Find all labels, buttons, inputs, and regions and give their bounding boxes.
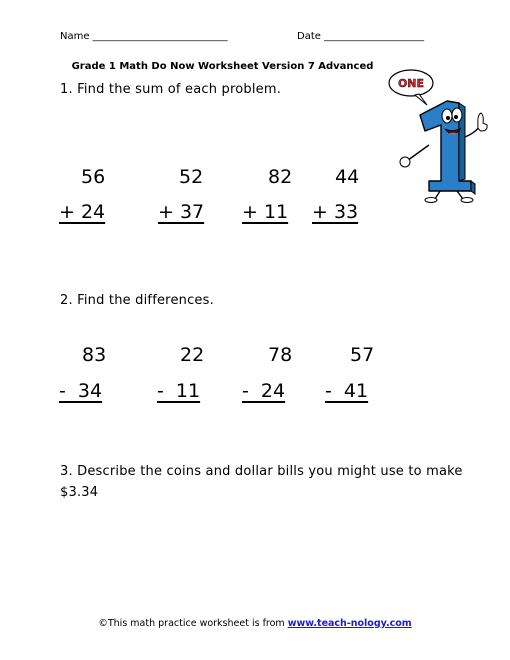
q1-problem-3-top: 82 xyxy=(268,166,293,188)
q1-problem-3-bottom: + 11 xyxy=(242,201,289,223)
q1-problem-2-bottom: + 37 xyxy=(158,201,205,223)
q2-problem-1-bottom: - 34 xyxy=(59,380,103,402)
q1-problem-4-top: 44 xyxy=(335,166,360,188)
question-3-prompt: 3. Describe the coins and dollar bills you might use to make $3.34 xyxy=(60,464,463,500)
footer-text: ©This math practice worksheet is from xyxy=(98,618,288,629)
q2-problem-2-top: 22 xyxy=(180,344,205,366)
q2-problem-4-top: 57 xyxy=(350,344,375,366)
q2-problem-3-top: 78 xyxy=(268,344,293,366)
q1-problem-4-bottom: + 33 xyxy=(312,201,359,223)
teach-nology-link[interactable]: www.teach-nology.com xyxy=(287,618,412,629)
q1-problem-1-bottom: + 24 xyxy=(59,201,106,223)
name-field-label: Name ___________________________ xyxy=(60,31,228,42)
q1-problem-2-top: 52 xyxy=(179,166,204,188)
q2-problem-2-bottom: - 11 xyxy=(157,380,201,402)
question-1-prompt: 1. Find the sum of each problem. xyxy=(60,82,282,97)
q2-problem-1-top: 83 xyxy=(82,344,107,366)
q2-problem-4-bottom: - 41 xyxy=(325,380,369,402)
mascot-speech-text: ONE xyxy=(397,77,425,90)
question-2-prompt: 2. Find the differences. xyxy=(60,293,214,308)
q1-problem-1-top: 56 xyxy=(81,166,106,188)
worksheet-title: Grade 1 Math Do Now Worksheet Version 7 Advanced xyxy=(71,61,374,72)
q2-problem-3-bottom: - 24 xyxy=(242,380,286,402)
number-one-mascot-icon xyxy=(385,63,493,203)
footer-credit xyxy=(0,618,510,629)
date-field-label: Date ____________________ xyxy=(297,31,425,42)
